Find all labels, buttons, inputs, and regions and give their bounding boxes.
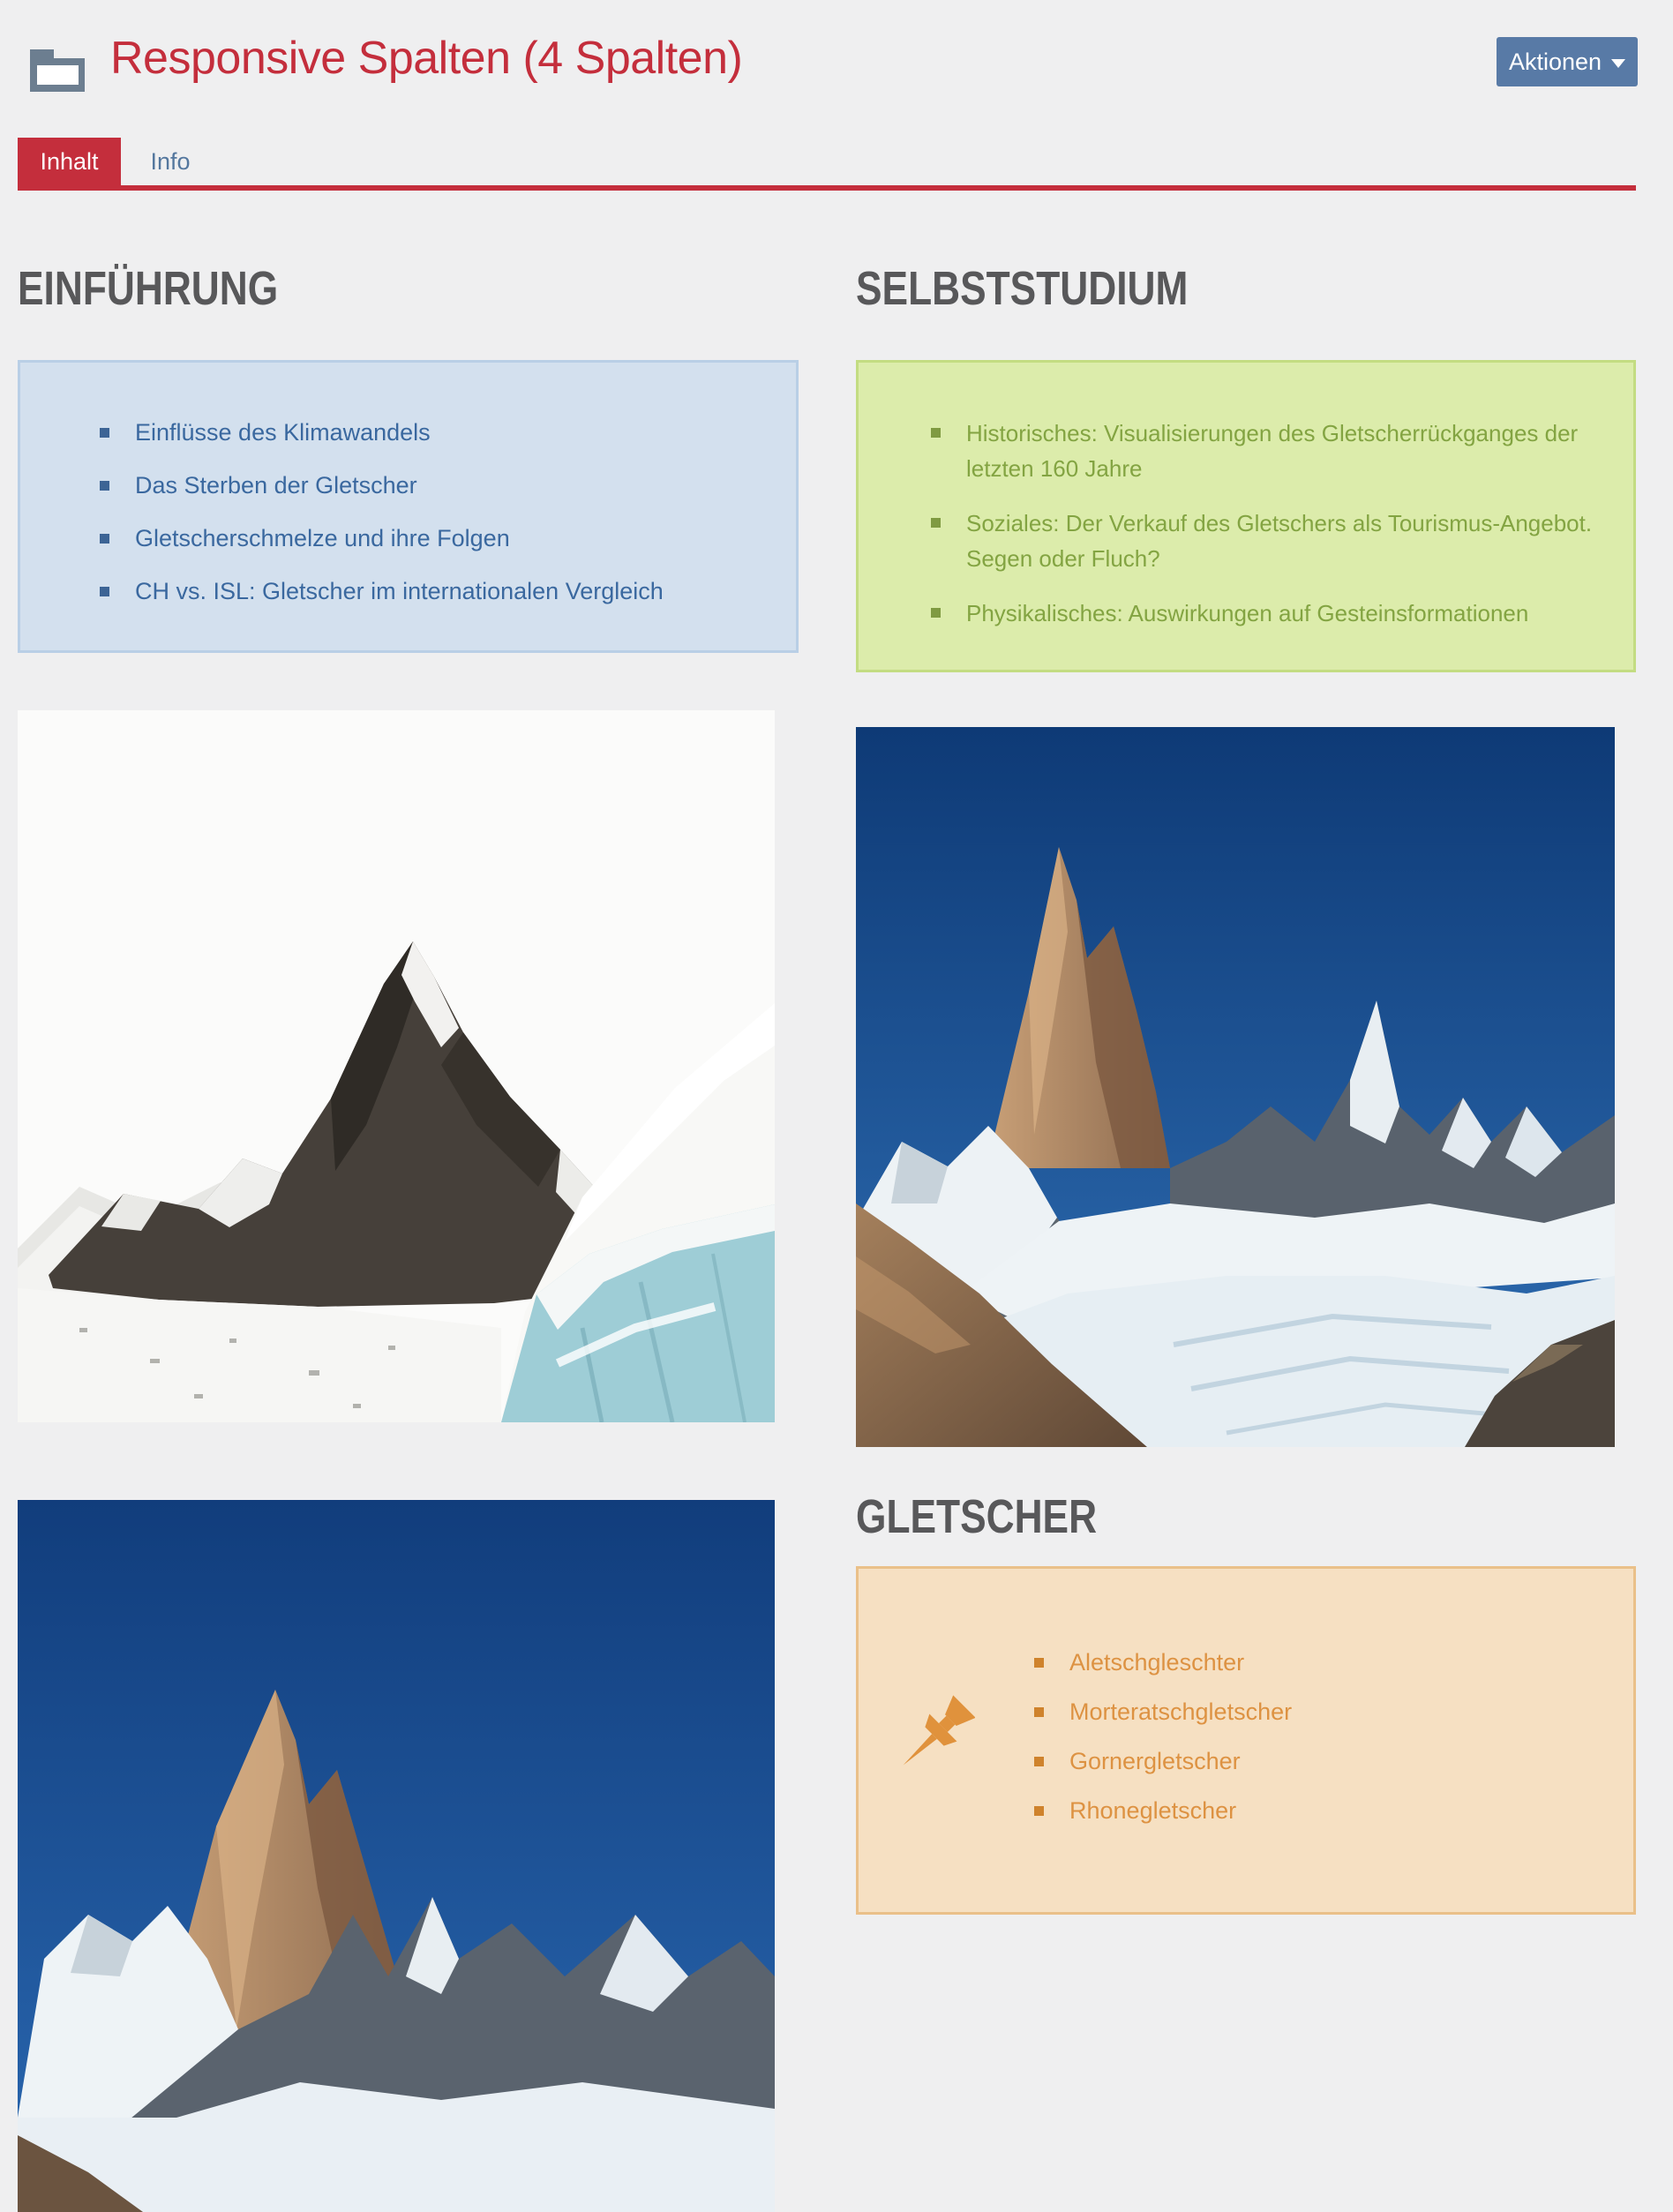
list-item: [1034, 1796, 1292, 1826]
selfstudy-box: [856, 360, 1636, 672]
heading-einfuehrung: EINFÜHRUNG: [18, 262, 279, 315]
tab-underline: [18, 185, 1636, 191]
list-item: [100, 417, 769, 447]
actions-button[interactable]: [1497, 37, 1638, 86]
pushpin-icon: [901, 1692, 975, 1789]
heading-selbststudium: SELBSTSTUDIUM: [856, 262, 1189, 315]
list-item: [931, 596, 1616, 631]
link-ch-vs-isl[interactable]: CH vs. ISL: Gletscher im internationalen Vergleich: [135, 578, 664, 604]
link-klimawandel[interactable]: Einflüsse des Klimawandels: [135, 419, 431, 446]
link-rhonegletscher[interactable]: Rhonegletscher: [1069, 1797, 1237, 1824]
tab-info[interactable]: [121, 138, 220, 185]
list-item: [100, 523, 769, 553]
chevron-down-icon: [1611, 59, 1625, 68]
page-title: Responsive Spalten (4 Spalten): [110, 33, 743, 84]
tab-inhalt[interactable]: [18, 138, 121, 185]
intro-link-box: [18, 360, 799, 653]
link-aletschgletscher[interactable]: Aletschgleschter: [1069, 1649, 1245, 1676]
square-bullet-icon: [100, 428, 109, 438]
square-bullet-icon: [931, 518, 941, 528]
square-bullet-icon: [931, 608, 941, 618]
link-sterben-gletscher[interactable]: Das Sterben der Gletscher: [135, 472, 417, 499]
list-item: [931, 416, 1616, 486]
topic-soziales: Soziales: Der Verkauf des Gletschers als Tourismus-Angebot. Segen oder Fluch?: [966, 510, 1593, 572]
tab-info-label: Info: [150, 147, 191, 175]
list-item: [1034, 1697, 1292, 1727]
list-item: [100, 576, 769, 606]
list-item: [931, 506, 1616, 576]
heading-gletscher: GLETSCHER: [856, 1490, 1098, 1543]
folder-icon: [27, 41, 87, 94]
square-bullet-icon: [100, 534, 109, 544]
topic-historisches: Historisches: Visualisierungen des Gletscherrückganges der letzten 160 Jahre: [966, 420, 1579, 482]
list-item: [1034, 1647, 1292, 1677]
glacier-link-box: [856, 1566, 1636, 1915]
list-item: [100, 470, 769, 500]
square-bullet-icon: [931, 428, 941, 438]
glacier-list: [1034, 1647, 1292, 1826]
topic-physikalisches: Physikalisches: Auswirkungen auf Gesteinsformationen: [966, 600, 1529, 626]
square-bullet-icon: [1034, 1757, 1044, 1766]
actions-button-label: Aktionen: [1508, 48, 1602, 75]
list-item: [1034, 1746, 1292, 1776]
link-gletscherschmelze[interactable]: Gletscherschmelze und ihre Folgen: [135, 525, 510, 551]
link-gornergletscher[interactable]: Gornergletscher: [1069, 1748, 1241, 1774]
tab-inhalt-label: Inhalt: [40, 147, 99, 175]
square-bullet-icon: [1034, 1658, 1044, 1668]
mountain-photo-cropped: [18, 1500, 775, 2212]
square-bullet-icon: [1034, 1707, 1044, 1717]
glacier-bw-photo: [18, 710, 775, 1422]
square-bullet-icon: [1034, 1806, 1044, 1816]
square-bullet-icon: [100, 481, 109, 491]
square-bullet-icon: [100, 587, 109, 596]
mountain-glacier-photo: [856, 727, 1615, 1447]
link-morteratschgletscher[interactable]: Morteratschgletscher: [1069, 1698, 1293, 1725]
